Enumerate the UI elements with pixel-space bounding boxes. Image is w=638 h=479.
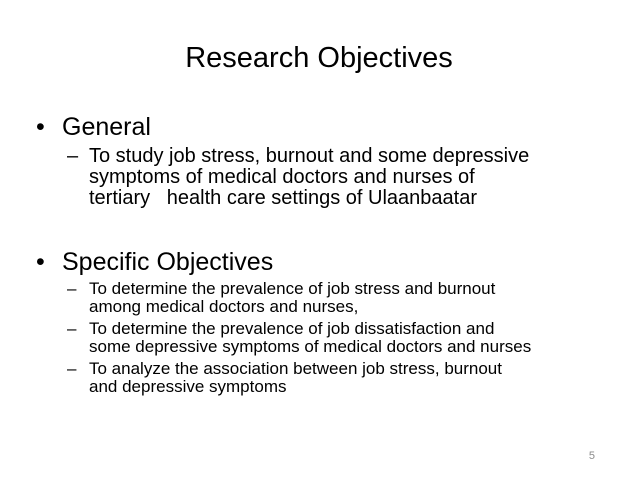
bullet-general xyxy=(36,112,151,142)
sub-item-line: To study job stress, burnout and some depressive xyxy=(89,145,530,167)
bullet-dot: • xyxy=(36,248,45,276)
general-subitems xyxy=(67,146,627,209)
sub-item-line: and depressive symptoms xyxy=(89,377,287,396)
sub-item xyxy=(67,146,627,209)
sub-item-line: To determine the prevalence of job dissatisfaction and xyxy=(89,319,495,338)
sub-item-line: To determine the prevalence of job stress and burnout xyxy=(89,279,496,298)
specific-subitems xyxy=(67,280,627,400)
sub-item-line: tertiary health care settings of Ulaanbaatar xyxy=(89,187,477,209)
dash-marker: – xyxy=(67,279,77,298)
dash-marker: – xyxy=(67,359,77,378)
dash-marker: – xyxy=(67,319,77,338)
sub-item xyxy=(67,280,627,316)
sub-item-line: To analyze the association between job stress, burnout xyxy=(89,359,502,378)
page-number: 5 xyxy=(588,450,595,462)
bullet-dot: • xyxy=(36,113,45,141)
sub-item-line: among medical doctors and nurses, xyxy=(89,297,359,316)
bullet-specific-label: Specific Objectives xyxy=(62,248,274,276)
bullet-general-label: General xyxy=(62,113,151,141)
sub-item xyxy=(67,360,627,396)
sub-item-line: some depressive symptoms of medical doctors and nurses xyxy=(89,337,532,356)
slide-title: Research Objectives xyxy=(185,42,453,74)
sub-item-line: symptoms of medical doctors and nurses of xyxy=(89,166,475,188)
bullet-specific-objectives xyxy=(36,247,273,277)
dash-marker: – xyxy=(67,145,79,167)
sub-item xyxy=(67,320,627,356)
